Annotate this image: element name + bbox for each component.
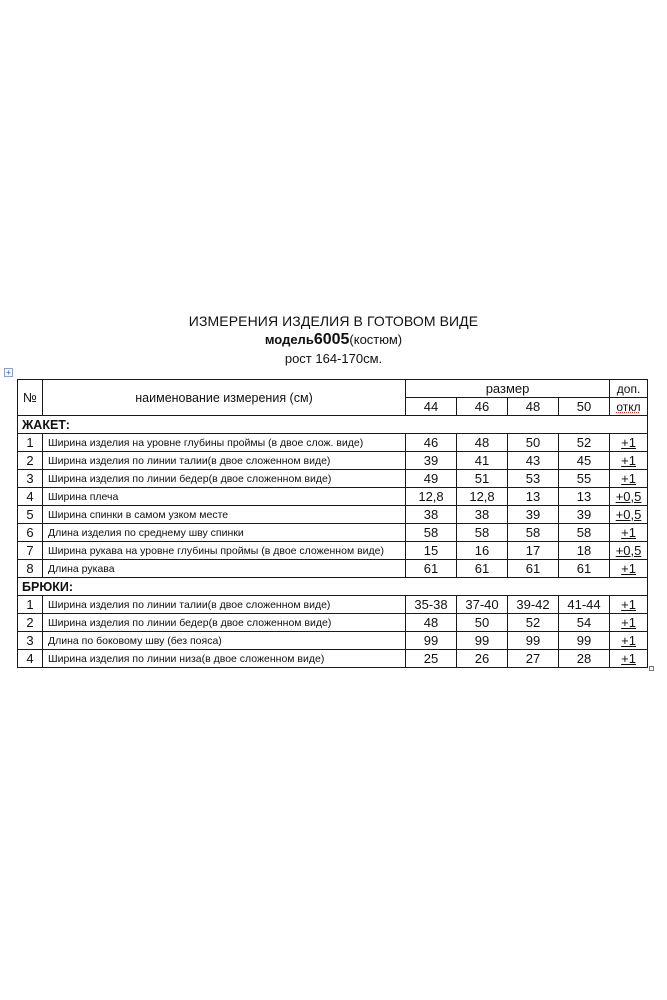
size-header-44: 44	[406, 398, 457, 416]
size-value-50: 55	[559, 470, 610, 488]
size-value-44: 46	[406, 434, 457, 452]
tolerance-value: +1	[621, 615, 636, 630]
measurement-name: Ширина изделия на уровне глубины проймы (в двое слож. виде)	[43, 434, 406, 452]
table-row	[18, 434, 648, 452]
model-line	[0, 331, 667, 349]
row-number: 4	[18, 650, 43, 668]
size-value-44: 35-38	[406, 596, 457, 614]
size-value-46: 41	[457, 452, 508, 470]
size-value-48: 99	[508, 632, 559, 650]
tolerance-value: +0,5	[615, 507, 642, 522]
table-row	[18, 632, 648, 650]
size-value-46: 38	[457, 506, 508, 524]
tolerance-cell	[610, 434, 648, 452]
measurement-name: Ширина изделия по линии бедер(в двое сложенном виде)	[43, 470, 406, 488]
row-number: 1	[18, 434, 43, 452]
tolerance-value: +1	[621, 633, 636, 648]
size-header-48: 48	[508, 398, 559, 416]
size-value-46: 50	[457, 614, 508, 632]
measurement-name: Длина изделия по среднему шву спинки	[43, 524, 406, 542]
tolerance-value: +1	[621, 453, 636, 468]
size-value-46: 12,8	[457, 488, 508, 506]
size-value-44: 58	[406, 524, 457, 542]
row-number: 3	[18, 470, 43, 488]
table-row	[18, 506, 648, 524]
table-row	[18, 560, 648, 578]
tolerance-cell	[610, 542, 648, 560]
size-value-44: 49	[406, 470, 457, 488]
size-value-50: 99	[559, 632, 610, 650]
header-row-1	[18, 380, 648, 398]
row-number: 2	[18, 452, 43, 470]
row-number: 4	[18, 488, 43, 506]
tolerance-cell	[610, 614, 648, 632]
tolerance-value: +0,5	[615, 543, 642, 558]
size-value-50: 39	[559, 506, 610, 524]
size-value-46: 99	[457, 632, 508, 650]
model-number: 6005	[313, 331, 350, 348]
measurement-name: Ширина изделия по линии низа(в двое сложенном виде)	[43, 650, 406, 668]
tolerance-value: +0,5	[615, 489, 642, 504]
tolerance-value: +1	[621, 525, 636, 540]
size-value-50: 28	[559, 650, 610, 668]
size-value-44: 39	[406, 452, 457, 470]
measurements-table	[17, 379, 648, 668]
size-value-46: 48	[457, 434, 508, 452]
row-number: 7	[18, 542, 43, 560]
measurement-name: Ширина плеча	[43, 488, 406, 506]
table-row	[18, 470, 648, 488]
col-dop-header: доп.	[610, 380, 648, 398]
size-value-48: 43	[508, 452, 559, 470]
col-size-header: размер	[406, 380, 610, 398]
table-row	[18, 452, 648, 470]
size-value-48: 39-42	[508, 596, 559, 614]
model-suffix: (костюм)	[349, 332, 403, 347]
size-value-48: 39	[508, 506, 559, 524]
row-number: 5	[18, 506, 43, 524]
section-title: БРЮКИ:	[18, 578, 648, 596]
measurement-name: Ширина изделия по линии талии(в двое сложенном виде)	[43, 452, 406, 470]
size-value-44: 99	[406, 632, 457, 650]
section-row	[18, 578, 648, 596]
size-header-46: 46	[457, 398, 508, 416]
model-label: модель	[264, 332, 314, 347]
tolerance-cell	[610, 650, 648, 668]
table-row	[18, 596, 648, 614]
size-value-44: 48	[406, 614, 457, 632]
col-name-header: наименование измерения (см)	[43, 380, 406, 416]
size-value-48: 13	[508, 488, 559, 506]
table-row	[18, 650, 648, 668]
size-value-48: 50	[508, 434, 559, 452]
tolerance-value: +1	[621, 651, 636, 666]
tolerance-cell	[610, 488, 648, 506]
size-value-46: 61	[457, 560, 508, 578]
row-number: 1	[18, 596, 43, 614]
size-value-50: 54	[559, 614, 610, 632]
size-value-48: 17	[508, 542, 559, 560]
tolerance-value: +1	[621, 561, 636, 576]
otkl-label: откл	[616, 399, 641, 414]
size-value-46: 16	[457, 542, 508, 560]
size-value-48: 61	[508, 560, 559, 578]
size-value-48: 53	[508, 470, 559, 488]
height-range: рост 164-170см.	[284, 351, 383, 366]
measurement-name: Ширина изделия по линии талии(в двое сложенном виде)	[43, 596, 406, 614]
measurement-name: Длина по боковому шву (без пояса)	[43, 632, 406, 650]
table-row	[18, 614, 648, 632]
tolerance-cell	[610, 596, 648, 614]
size-value-50: 45	[559, 452, 610, 470]
table-row	[18, 488, 648, 506]
col-otkl-header	[610, 398, 648, 416]
row-number: 3	[18, 632, 43, 650]
tolerance-cell	[610, 632, 648, 650]
tolerance-cell	[610, 470, 648, 488]
size-value-44: 15	[406, 542, 457, 560]
table-row	[18, 542, 648, 560]
size-value-50: 41-44	[559, 596, 610, 614]
section-title: ЖАКЕТ:	[18, 416, 648, 434]
measurement-name: Длина рукава	[43, 560, 406, 578]
measurement-name: Ширина спинки в самом узком месте	[43, 506, 406, 524]
document-title: ИЗМЕРЕНИЯ ИЗДЕЛИЯ В ГОТОВОМ ВИДЕ	[188, 313, 479, 329]
size-value-50: 13	[559, 488, 610, 506]
table-resize-handle-icon[interactable]	[649, 666, 654, 671]
size-value-44: 12,8	[406, 488, 457, 506]
size-value-44: 25	[406, 650, 457, 668]
tolerance-cell	[610, 524, 648, 542]
tolerance-cell	[610, 560, 648, 578]
row-number: 6	[18, 524, 43, 542]
size-value-46: 26	[457, 650, 508, 668]
section-row	[18, 416, 648, 434]
tolerance-cell	[610, 452, 648, 470]
size-value-50: 61	[559, 560, 610, 578]
table-move-handle-icon[interactable]: +	[4, 368, 13, 377]
row-number: 2	[18, 614, 43, 632]
size-value-44: 61	[406, 560, 457, 578]
size-value-50: 52	[559, 434, 610, 452]
tolerance-value: +1	[621, 435, 636, 450]
size-value-46: 37-40	[457, 596, 508, 614]
size-header-50: 50	[559, 398, 610, 416]
size-value-48: 52	[508, 614, 559, 632]
row-number: 8	[18, 560, 43, 578]
tolerance-value: +1	[621, 597, 636, 612]
measurement-name: Ширина изделия по линии бедер(в двое сложенном виде)	[43, 614, 406, 632]
tolerance-value: +1	[621, 471, 636, 486]
size-value-44: 38	[406, 506, 457, 524]
table-row	[18, 524, 648, 542]
size-value-46: 58	[457, 524, 508, 542]
size-value-50: 18	[559, 542, 610, 560]
size-value-50: 58	[559, 524, 610, 542]
measurement-name: Ширина рукава на уровне глубины проймы (в двое сложенном виде)	[43, 542, 406, 560]
size-value-48: 58	[508, 524, 559, 542]
size-value-48: 27	[508, 650, 559, 668]
col-num-header: №	[18, 380, 43, 416]
size-value-46: 51	[457, 470, 508, 488]
tolerance-cell	[610, 506, 648, 524]
